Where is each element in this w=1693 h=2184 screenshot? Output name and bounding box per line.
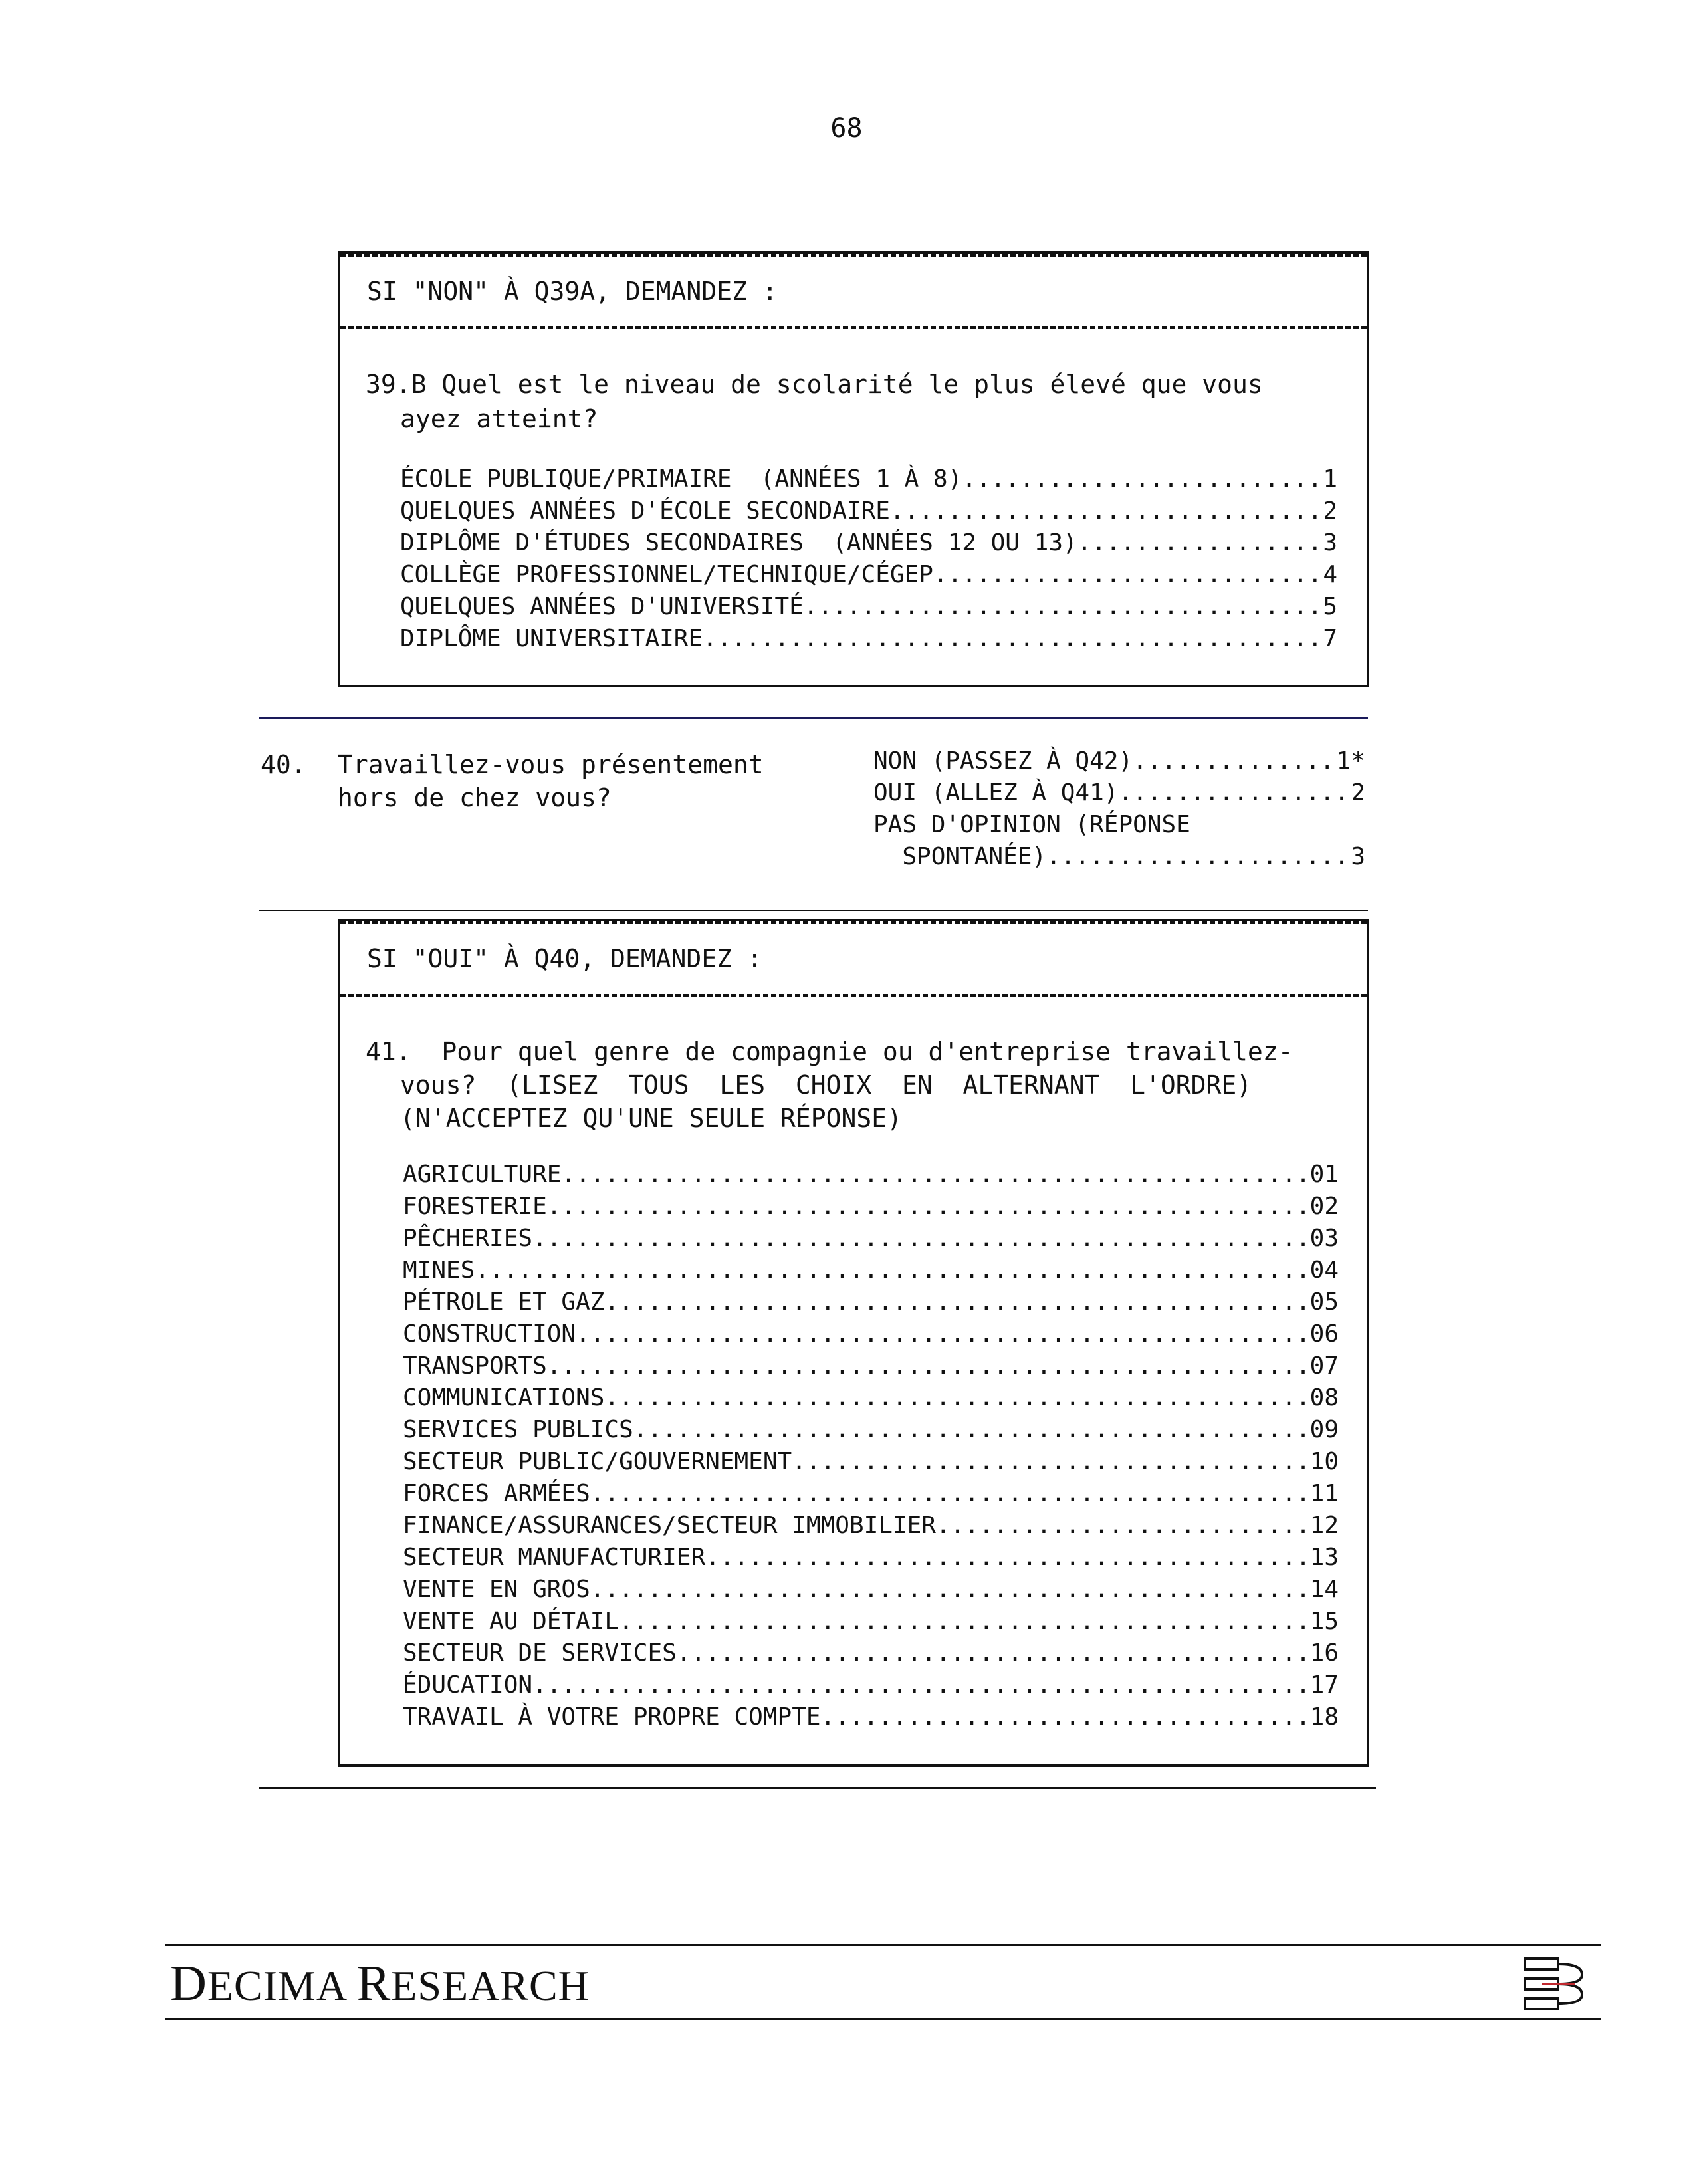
q41-option-label: SECTEUR PUBLIC/GOUVERNEMENT — [403, 1448, 792, 1475]
q39b-option-code: 4 — [1323, 561, 1337, 588]
q41-option — [403, 1161, 1339, 1193]
q41-option-code: 11 — [1309, 1480, 1339, 1507]
q41-option — [403, 1544, 1339, 1576]
q40-number: 40. — [261, 750, 306, 779]
q39b-option-label: DIPLÔME UNIVERSITAIRE — [400, 625, 703, 652]
q41-option-label: VENTE AU DÉTAIL — [403, 1608, 620, 1635]
q39b-option-label: COLLÈGE PROFESSIONNEL/TECHNIQUE/CÉGEP — [400, 561, 933, 588]
q39b-option — [400, 561, 1337, 593]
page-number: 68 — [830, 113, 863, 144]
q39b-option-label: QUELQUES ANNÉES D'ÉCOLE SECONDAIRE — [400, 497, 890, 525]
q41-option-code: 13 — [1309, 1544, 1339, 1571]
q41-question-line1: 41. Pour quel genre de compagnie ou d'entreprise travaillez- — [366, 1037, 1294, 1066]
section-divider — [259, 910, 1368, 911]
q40-question-line1: Travaillez-vous présentement — [338, 750, 764, 779]
q41-option — [403, 1576, 1339, 1608]
leader-dots — [619, 1608, 1310, 1635]
q41-option-code: 09 — [1309, 1416, 1339, 1443]
q41-option-code: 15 — [1309, 1608, 1339, 1635]
q41-option — [403, 1288, 1339, 1320]
q39b-option — [400, 625, 1337, 657]
q40-option — [873, 843, 1365, 875]
q39b-option-code: 2 — [1323, 497, 1337, 525]
q41-option-code: 05 — [1309, 1288, 1339, 1316]
leader-dots — [576, 1320, 1310, 1348]
q41-option-label: FORCES ARMÉES — [403, 1480, 590, 1507]
q39b-option-code: 3 — [1323, 529, 1337, 556]
leader-dots — [561, 1161, 1309, 1188]
q40-option-label: NON (PASSEZ À Q42) — [873, 747, 1133, 775]
section-divider — [259, 1787, 1376, 1789]
q41-option-label: SERVICES PUBLICS — [403, 1416, 633, 1443]
q41-option — [403, 1480, 1339, 1512]
q41-question-line3: (N'ACCEPTEZ QU'UNE SEULE RÉPONSE) — [400, 1104, 902, 1133]
leader-dots — [933, 561, 1323, 588]
q40-option-label: OUI (ALLEZ À Q41) — [873, 779, 1119, 806]
q41-option-label: VENTE EN GROS — [403, 1576, 590, 1603]
q41-option-code: 03 — [1309, 1225, 1339, 1252]
leader-dots — [804, 593, 1323, 620]
q41-option-label: CONSTRUCTION — [403, 1320, 576, 1348]
q39b-option-label: DIPLÔME D'ÉTUDES SECONDAIRES (ANNÉES 12 OU 13) — [400, 529, 1077, 556]
leader-dots — [890, 497, 1323, 525]
q39b-option-label: ÉCOLE PUBLIQUE/PRIMAIRE (ANNÉES 1 À 8) — [400, 465, 962, 493]
q41-option-code: 02 — [1309, 1193, 1339, 1220]
q39b-option — [400, 529, 1337, 561]
q40-option-label: SPONTANÉE) — [873, 843, 1047, 870]
leader-dots — [962, 465, 1323, 493]
q41-option-label: TRANSPORTS — [403, 1352, 547, 1380]
q41-option — [403, 1225, 1339, 1257]
q41-option-label: TRAVAIL À VOTRE PROPRE COMPTE — [403, 1703, 821, 1731]
q40-option-code: 2 — [1351, 779, 1365, 806]
q39b-question-line1: 39.B Quel est le niveau de scolarité le plus élevé que vous — [366, 370, 1263, 399]
leader-dots — [604, 1384, 1309, 1411]
q41-option-label: MINES — [403, 1257, 475, 1284]
leader-dots — [936, 1512, 1310, 1539]
leader-dots — [547, 1352, 1310, 1380]
q41-option — [403, 1671, 1339, 1703]
q41-box-header — [340, 921, 1367, 997]
leader-dots — [604, 1288, 1309, 1316]
q41-option-code: 18 — [1309, 1703, 1339, 1731]
q39b-option — [400, 497, 1337, 529]
q39b-condition: SI "NON" À Q39A, DEMANDEZ : — [367, 277, 778, 306]
q39b-option-code: 5 — [1323, 593, 1337, 620]
q41-option — [403, 1608, 1339, 1639]
leader-dots — [1133, 747, 1337, 775]
leader-dots — [1077, 529, 1323, 556]
q41-option-label: PÊCHERIES — [403, 1225, 533, 1252]
q39b-question-line2: ayez atteint? — [400, 404, 598, 433]
q41-option — [403, 1320, 1339, 1352]
q41-option-code: 12 — [1309, 1512, 1339, 1539]
leader-dots — [821, 1703, 1310, 1731]
q41-option-label: PÉTROLE ET GAZ — [403, 1288, 605, 1316]
leader-dots — [633, 1416, 1310, 1443]
leader-dots — [792, 1448, 1309, 1475]
q39b-box-header — [340, 254, 1367, 329]
leader-dots — [1046, 843, 1351, 870]
leader-dots — [532, 1671, 1310, 1699]
q41-option-code: 17 — [1309, 1671, 1339, 1699]
q40-option — [873, 747, 1365, 779]
leader-dots — [532, 1225, 1310, 1252]
q41-option — [403, 1512, 1339, 1544]
leader-dots — [677, 1639, 1310, 1667]
leader-dots — [475, 1257, 1309, 1284]
q39b-option — [400, 465, 1337, 497]
q41-option-label: AGRICULTURE — [403, 1161, 562, 1188]
q39b-option-label: QUELQUES ANNÉES D'UNIVERSITÉ — [400, 593, 804, 620]
section-divider — [259, 717, 1368, 719]
q41-option-code: 07 — [1309, 1352, 1339, 1380]
q41-option-code: 01 — [1309, 1161, 1339, 1188]
leader-dots — [547, 1193, 1310, 1220]
q41-option — [403, 1384, 1339, 1416]
q40-option-label: PAS D'OPINION (RÉPONSE — [873, 811, 1190, 838]
q41-option-code: 06 — [1309, 1320, 1339, 1348]
q41-option-label: FORESTERIE — [403, 1193, 547, 1220]
q39b-option-code: 7 — [1323, 625, 1337, 652]
q41-option — [403, 1257, 1339, 1288]
q40-option-code: 1* — [1336, 747, 1365, 775]
q41-condition: SI "OUI" À Q40, DEMANDEZ : — [367, 944, 762, 973]
q40-question-line2: hors de chez vous? — [338, 783, 612, 812]
q41-option — [403, 1416, 1339, 1448]
q39b-option-code: 1 — [1323, 465, 1337, 493]
footer-bottom-rule — [165, 2018, 1601, 2020]
q39b-option — [400, 593, 1337, 625]
q41-question-line2: vous? (LISEZ TOUS LES CHOIX EN ALTERNANT L'ORDRE) — [400, 1070, 1252, 1100]
q41-option — [403, 1703, 1339, 1735]
leader-dots — [590, 1576, 1310, 1603]
leader-dots — [703, 625, 1323, 652]
q41-option-label: SECTEUR DE SERVICES — [403, 1639, 677, 1667]
decima-logo-icon — [1522, 1955, 1589, 2014]
footer-top-rule — [165, 1944, 1601, 1946]
q41-option — [403, 1448, 1339, 1480]
q40-option — [873, 811, 1365, 843]
q41-option-label: FINANCE/ASSURANCES/SECTEUR IMMOBILIER — [403, 1512, 936, 1539]
q41-option-label: COMMUNICATIONS — [403, 1384, 605, 1411]
q41-option — [403, 1352, 1339, 1384]
leader-dots — [705, 1544, 1309, 1571]
q41-box — [338, 919, 1369, 1767]
q39b-box — [338, 251, 1369, 687]
brand-name: DECIMA RESEARCH — [170, 1955, 590, 2011]
leader-dots — [590, 1480, 1310, 1507]
leader-dots — [1118, 779, 1351, 806]
q41-option-label: SECTEUR MANUFACTURIER — [403, 1544, 706, 1571]
q41-option-code: 08 — [1309, 1384, 1339, 1411]
q41-option-label: ÉDUCATION — [403, 1671, 533, 1699]
q40-option-code: 3 — [1351, 843, 1365, 870]
q41-option-code: 16 — [1309, 1639, 1339, 1667]
q41-option — [403, 1639, 1339, 1671]
q41-option — [403, 1193, 1339, 1225]
q41-option-code: 04 — [1309, 1257, 1339, 1284]
q41-option-code: 10 — [1309, 1448, 1339, 1475]
q41-option-code: 14 — [1309, 1576, 1339, 1603]
q40-option — [873, 779, 1365, 811]
